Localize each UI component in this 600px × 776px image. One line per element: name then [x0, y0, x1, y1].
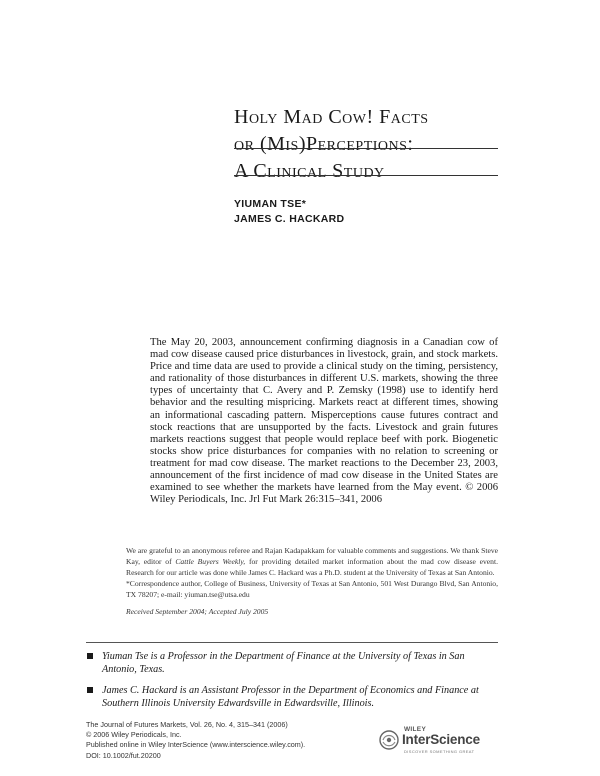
ack-text-part: for providing detailed market information about the mad cow disease event. Research for our article was done while James C. Hackard was a Ph.D. student at the University of Texas at San Antonio. [126, 557, 498, 577]
article-title [234, 104, 498, 185]
logo-tagline: DISCOVER SOMETHING GREAT [404, 749, 475, 754]
square-bullet-icon [87, 687, 93, 693]
bio-text: James C. Hackard is an Assistant Professor in the Department of Economics and Finance at Southern Illinois University Edwardsville in Edwardsville, Illinois. [102, 685, 479, 709]
correspondence-note: *Correspondence author, College of Business, University of Texas at San Antonio, 501 West Durango Blvd, San Antonio, TX 78207; e-mail: yiuman.tse@utsa.edu [126, 579, 498, 599]
wiley-interscience-logo [378, 726, 502, 766]
logo-wiley-text: WILEY [404, 726, 427, 733]
bio-text: Yiuman Tse is a Professor in the Department of Finance at the University of Texas in San Antonio, Texas. [102, 651, 465, 675]
author-bios [86, 650, 498, 718]
author-list [234, 197, 344, 227]
author-name: YIUMAN TSE* [234, 198, 307, 210]
logo-name: InterScience [402, 732, 480, 747]
doi: DOI: 10.1002/fut.20200 [86, 750, 161, 760]
journal-info [86, 720, 305, 761]
received-dates: Received September 2004; Accepted July 2005 [126, 607, 269, 616]
ack-publication-name: Cattle Buyers Weekly, [175, 557, 246, 566]
copyright: © 2006 Wiley Periodicals, Inc. [86, 730, 182, 740]
title-line: or (Mis)Perceptions: [234, 133, 414, 155]
title-divider [234, 148, 498, 149]
square-bullet-icon [87, 653, 93, 659]
journal-citation: The Journal of Futures Markets, Vol. 26, No. 4, 315–341 (2006) [86, 720, 288, 729]
ack-text-part: We are grateful to an anonymous referee and Rajan Kadapakkam for valuable comments and suggestions. We thank Steve Kay, editor of [126, 546, 498, 566]
bio-item [86, 650, 498, 676]
bio-item [86, 684, 498, 710]
abstract: The May 20, 2003, announcement confirming diagnosis in a Canadian cow of mad cow disease caused price disturbances in livestock, grain, and stock markets. Price and time data are used to provide a clinical study on the timing, persistency, and rationality of those disturbances in different U.S. markets, showing the three types of uncertainty that C. Avery and P. Zemsky (1998) use to identify herd behavior and the resulting mispricing. Markets react at different times, showing an informational cascading pattern. Misperceptions cause futures contract and stock reactions that are unsupported by the facts. Livestock and grain futures markets reactions suggest that people would replace beef with pork. Biogenetic stocks show price disturbances for companies with no relation to screening or treatment for mad cow disease. The market reactions to the December 23, 2003, announcement of the first incidence of mad cow disease in the United States are examined to see whether the markets have learned from the May event. © 2006 Wiley Periodicals, Inc. Jrl Fut Mark 26:315–341, 2006 [150, 337, 498, 506]
title-divider [234, 175, 498, 176]
published-online: Published online in Wiley InterScience (www.interscience.wiley.com). [86, 740, 306, 750]
title-line: Holy Mad Cow! Facts [234, 106, 429, 128]
title-line: A Clinical Study [234, 160, 385, 182]
acknowledgment-text [126, 545, 498, 578]
bios-divider [86, 642, 498, 643]
acknowledgment-footnote [126, 545, 498, 617]
wiley-interscience-swirl-icon [378, 729, 400, 751]
author-name: JAMES C. HACKARD [234, 213, 345, 225]
